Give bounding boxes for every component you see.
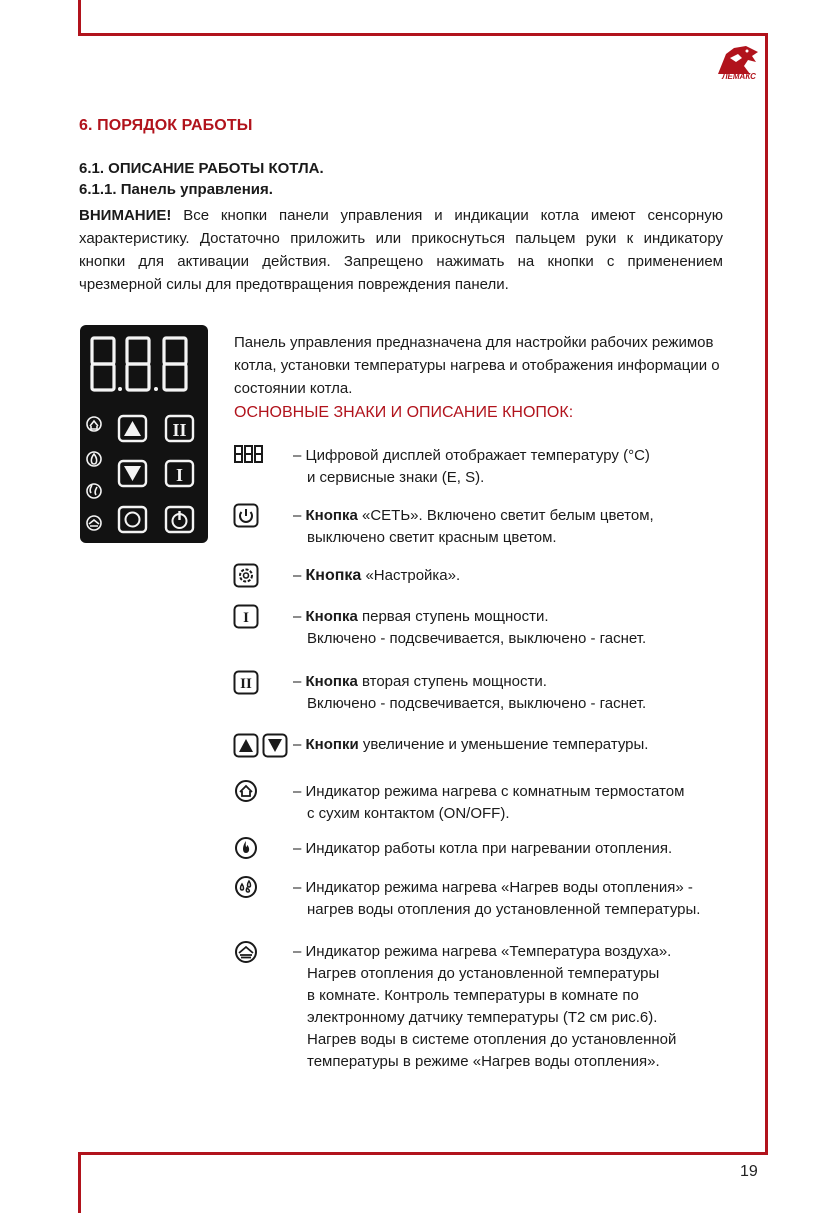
legend-item-line2: Включено - подсвечивается, выключено - гаснет. <box>307 695 647 712</box>
legend-item-extra-line: Нагрев воды в системе отопления до установленной <box>307 1031 677 1048</box>
legend-item-extra-line: температуры в режиме «Нагрев воды отопления». <box>307 1053 660 1070</box>
legend-item-line1: «Настройка». <box>361 567 461 584</box>
page-frame-bottom <box>78 1152 768 1213</box>
legend-item-extra-line: Нагрев отопления до установленной температуры <box>307 965 660 982</box>
svg-text:II: II <box>172 420 187 440</box>
legend-item-line1: – Цифровой дисплей отображает температуру (°С) <box>293 447 650 464</box>
legend-item-line2: с сухим контактом (ON/OFF). <box>307 805 510 822</box>
legend-item-display <box>293 445 733 489</box>
legend-item-stage-two <box>293 671 733 715</box>
subsubsection-title: 6.1.1. Панель управления. <box>79 181 273 198</box>
svg-text:I: I <box>175 465 184 485</box>
legend-item-line1: – Индикатор режима нагрева «Температура воздуха». <box>293 943 672 960</box>
svg-text:I: I <box>243 610 249 626</box>
legend-item-line1: первая ступень мощности. <box>357 608 549 625</box>
legend-item-flame <box>293 838 733 860</box>
intro-text: Все кнопки панели управления и индикации котла имеют сенсорную характеристику. Достаточно приложить или прикоснуться пальцем руки к индикатору кнопки для активации действия. Запрещено нажимать на кнопки с применением чрезмерной силы для предотвращения повреждения панели. <box>79 207 723 293</box>
legend-item-extra-line: электронному датчику температуры (Т2 см рис.6). <box>307 1009 658 1026</box>
legend-item-line2: и сервисные знаки (E, S). <box>307 469 485 486</box>
dash: – <box>293 673 306 690</box>
panel-description: Панель управления предназначена для настройки рабочих режимов котла, установки температуры нагрева и отображения информации о состоянии котла. <box>234 334 720 397</box>
digital-display-icon <box>233 444 265 466</box>
legend-item-line1: – Индикатор режима нагрева «Нагрев воды отопления» - <box>293 879 693 896</box>
legend-item-bold: Кнопка <box>305 567 362 584</box>
legend-item-line1: – Индикатор режима нагрева с комнатным термостатом <box>293 783 685 800</box>
stage-two-icon <box>233 670 259 695</box>
legend-item-bold: Кнопки <box>305 736 359 753</box>
legend-item-line1: «СЕТЬ». Включено светит белым цветом, <box>357 507 654 524</box>
legend-item-stage-one <box>293 606 733 650</box>
legend-item-arrows <box>293 734 733 756</box>
page-frame-top <box>78 0 768 36</box>
control-panel-illustration <box>80 325 208 543</box>
intro-paragraph <box>79 204 723 296</box>
room-thermostat-icon <box>234 779 258 803</box>
power-icon <box>233 503 259 528</box>
dash: – <box>293 507 306 524</box>
legend-item-line1: – Индикатор работы котла при нагревании отопления. <box>293 840 673 857</box>
stage-one-icon <box>233 604 259 629</box>
legend-item-bold: Кнопка <box>305 507 358 524</box>
dash: – <box>293 608 306 625</box>
legend-item-extra-line: в комнате. Контроль температуры в комнате по <box>307 987 639 1004</box>
svg-text:II: II <box>240 676 252 692</box>
legend-item-line2: Включено - подсвечивается, выключено - гаснет. <box>307 630 647 647</box>
dash: – <box>293 736 306 753</box>
water-heating-icon <box>234 875 258 899</box>
section-title: 6. ПОРЯДОК РАБОТЫ <box>79 117 253 134</box>
page-frame-right <box>765 33 768 1155</box>
subsection-title: 6.1. ОПИСАНИЕ РАБОТЫ КОТЛА. <box>79 160 324 177</box>
dash: – <box>293 567 306 584</box>
legend-item-line2: выключено светит красным цветом. <box>307 529 557 546</box>
page-number: 19 <box>740 1163 758 1180</box>
legend-item-water-heating <box>293 877 733 921</box>
intro-lead: ВНИМАНИЕ! <box>79 207 172 224</box>
legend-item-room-thermostat <box>293 781 733 825</box>
legend-item-line2: нагрев воды отопления до установленной температуры. <box>307 901 701 918</box>
signs-heading: ОСНОВНЫЕ ЗНАКИ И ОПИСАНИЕ КНОПОК: <box>234 404 574 421</box>
brand-logo-text: ЛЕМАКС <box>722 72 756 81</box>
legend-item-bold: Кнопка <box>305 608 358 625</box>
air-temperature-icon <box>234 940 258 964</box>
legend-item-settings <box>293 565 733 587</box>
flame-icon <box>234 836 258 860</box>
legend-item-line1: вторая ступень мощности. <box>357 673 547 690</box>
settings-icon <box>233 563 259 588</box>
legend-item-power <box>293 505 733 549</box>
legend-item-bold: Кнопка <box>305 673 358 690</box>
control-panel-graphic <box>80 325 208 543</box>
legend-item-air-temperature <box>293 941 733 1073</box>
up-down-arrows-icon <box>233 733 289 758</box>
legend-item-line1: увеличение и уменьшение температуры. <box>358 736 649 753</box>
